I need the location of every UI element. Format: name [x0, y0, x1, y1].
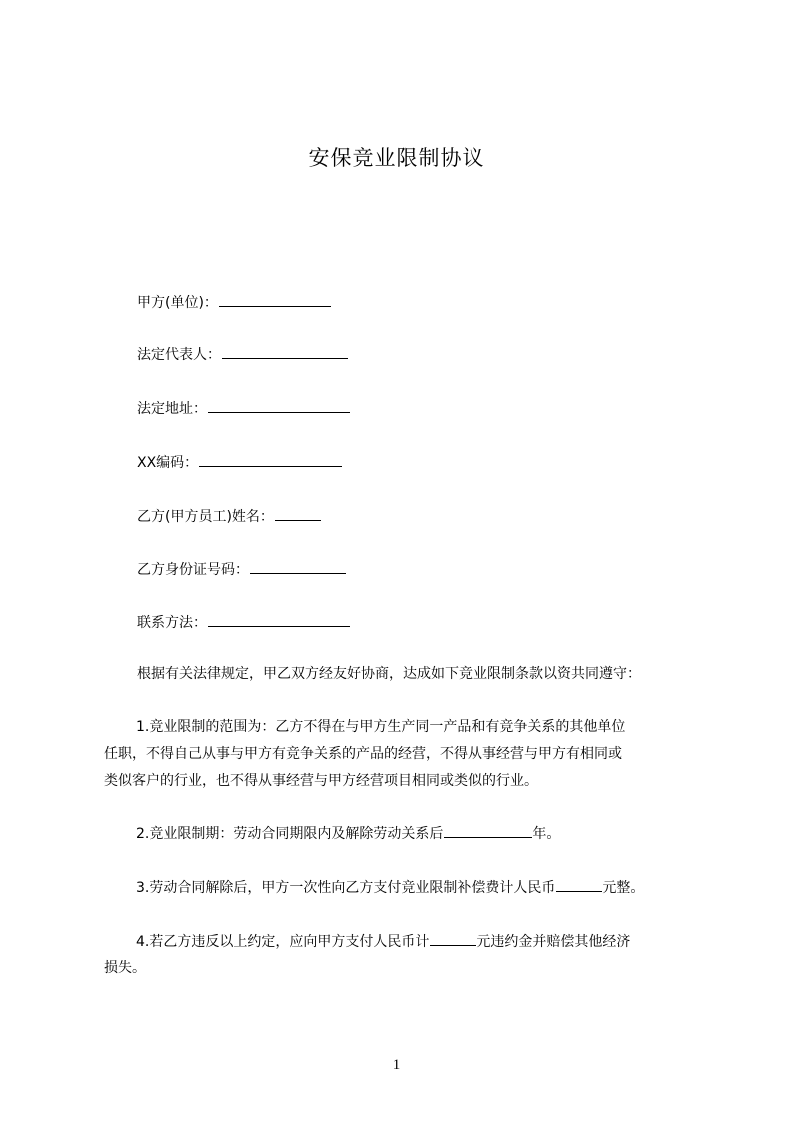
field-party-b-id-label: 乙方身份证号码：: [137, 562, 249, 578]
field-party-b-id: [137, 558, 346, 581]
field-contact: [137, 611, 350, 634]
field-party-a: [137, 291, 331, 314]
clause-2-blank: [444, 820, 532, 838]
field-legal-representative-label: 法定代表人：: [137, 347, 221, 363]
field-legal-address-blank: [208, 397, 350, 413]
clause-1: [104, 714, 714, 795]
intro-paragraph: [137, 661, 747, 688]
clause-2: [104, 820, 714, 847]
field-legal-address: [137, 397, 350, 420]
clause-2-text-before: 2.竞业限制期：劳动合同期限内及解除劳动关系后: [136, 826, 444, 842]
clause-4-line-2: 损失。: [104, 960, 146, 976]
clause-2-text-after: 年。: [532, 826, 561, 842]
field-party-a-blank: [219, 291, 331, 307]
field-party-b-name-blank: [275, 505, 321, 521]
clause-4-line-1: [104, 928, 714, 955]
field-legal-address-label: 法定地址：: [137, 401, 207, 417]
clause-3-line: [104, 874, 714, 901]
field-legal-representative-blank: [222, 343, 348, 359]
field-contact-blank: [208, 611, 350, 627]
clause-3-text-before: 3.劳动合同解除后，甲方一次性向乙方支付竞业限制补偿费计人民币: [136, 880, 556, 896]
clause-2-line: [104, 820, 714, 847]
clause-1-line-1-text: 1.竞业限制的范围为：乙方不得在与甲方生产同一产品和有竞争关系的其他单位: [136, 719, 626, 735]
clause-4-text-before: 4.若乙方违反以上约定，应向甲方支付人民币计: [136, 934, 430, 950]
field-party-b-id-blank: [250, 558, 346, 574]
clause-3: [104, 874, 714, 901]
page-number: 1: [392, 1057, 401, 1073]
clause-4: [104, 928, 714, 982]
field-code-label: XX编码：: [137, 455, 199, 471]
clause-4-text-after: 元违约金并赔偿其他经济: [476, 934, 631, 950]
clause-4-blank: [430, 928, 476, 946]
clause-1-line-3: 类似客户的行业，也不得从事经营与甲方经营项目相同或类似的行业。: [104, 773, 538, 789]
clause-1-line-2: 任职，不得自己从事与甲方有竞争关系的产品的经营，不得从事经营与甲方有相同或: [104, 746, 622, 762]
intro-text: 根据有关法律规定，甲乙双方经友好协商，达成如下竞业限制条款以资共同遵守：: [137, 666, 641, 682]
field-code-blank: [199, 451, 342, 467]
field-code: [137, 451, 342, 474]
clause-1-line-1: [104, 714, 714, 741]
clause-3-text-after: 元整。: [602, 880, 645, 896]
field-party-a-label: 甲方(单位)：: [137, 295, 218, 311]
field-party-b-name-label: 乙方(甲方员工)姓名：: [137, 509, 274, 525]
clause-3-blank: [556, 874, 602, 892]
field-contact-label: 联系方法：: [137, 615, 207, 631]
field-legal-representative: [137, 343, 348, 366]
document-title: 安保竞业限制协议: [308, 146, 485, 170]
field-party-b-name: [137, 505, 321, 528]
